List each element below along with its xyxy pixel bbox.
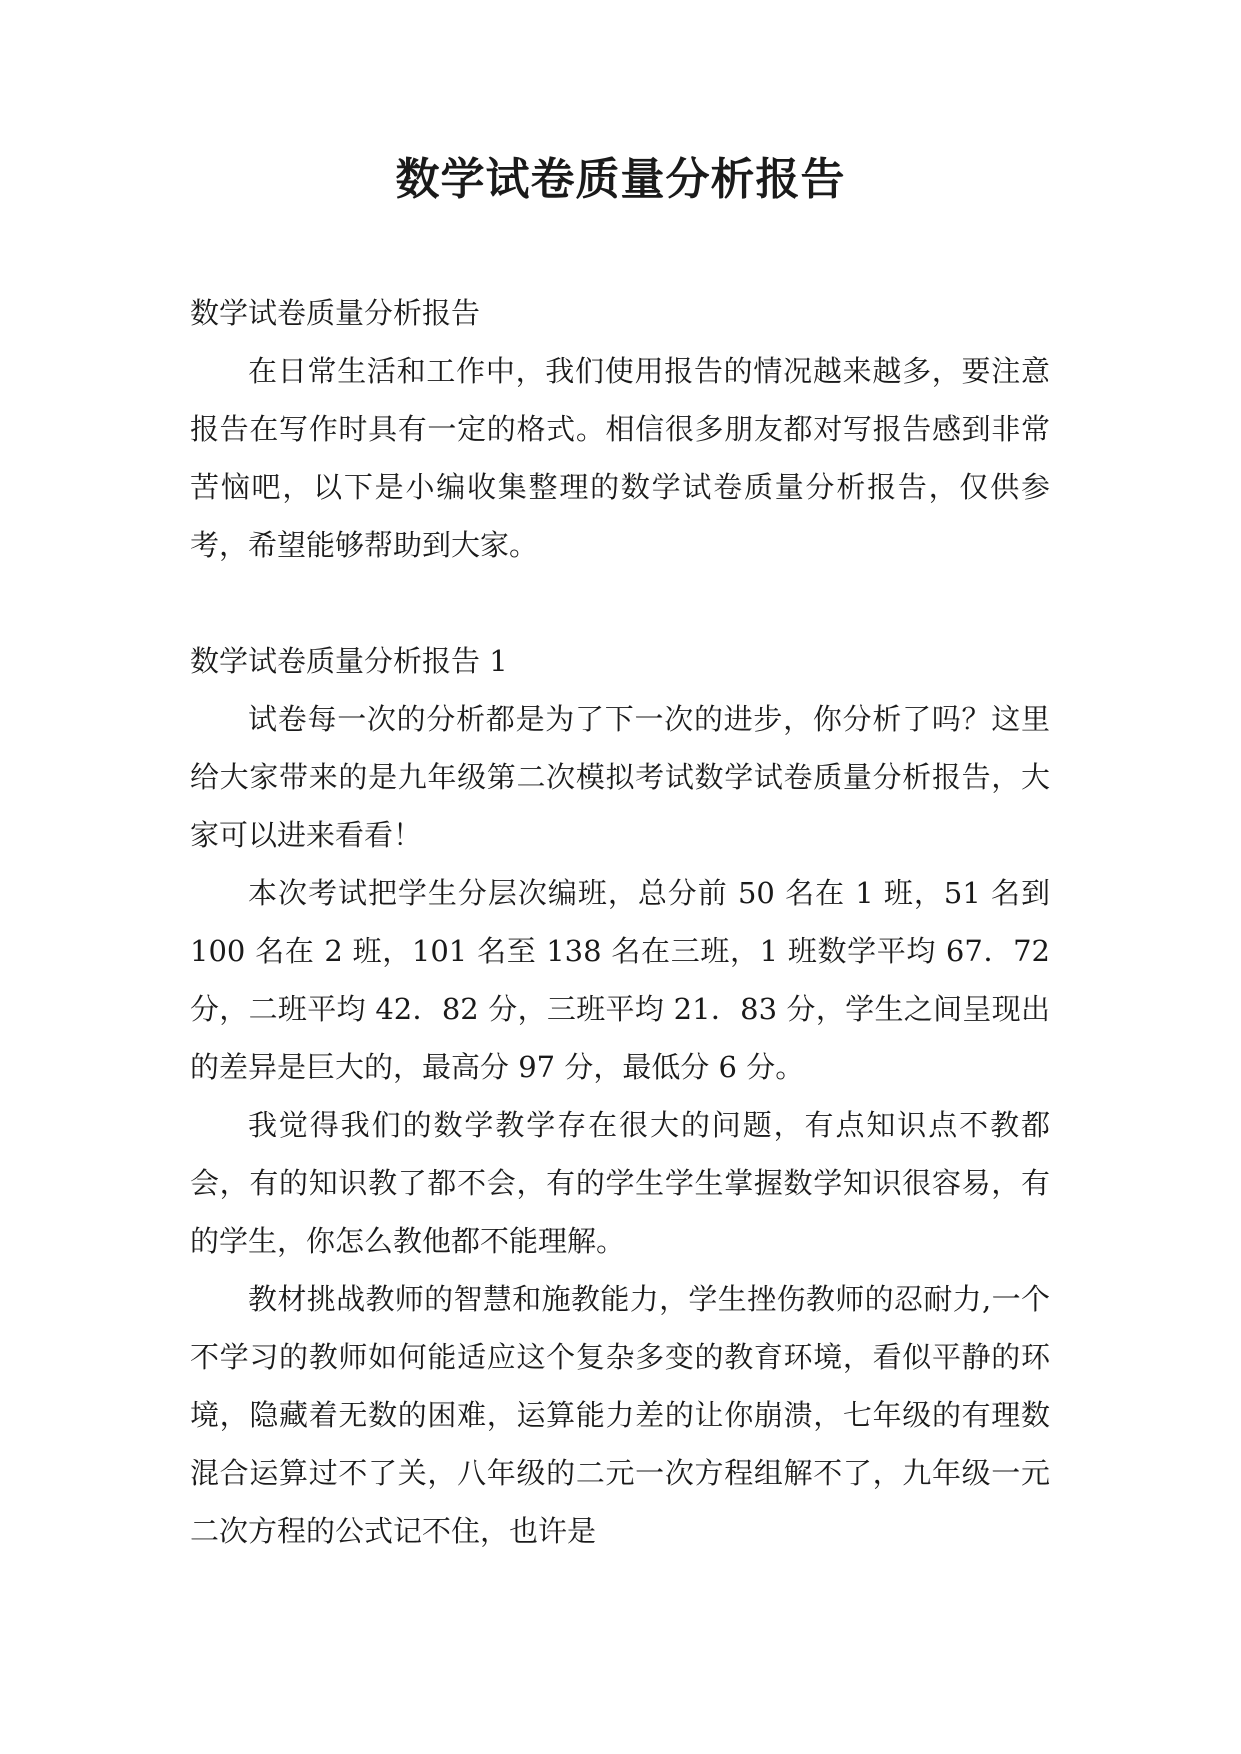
section-spacer bbox=[190, 574, 1050, 632]
intro-heading: 数学试卷质量分析报告 bbox=[190, 296, 481, 330]
section1-heading: 数学试卷质量分析报告 1 bbox=[190, 644, 508, 678]
document-body bbox=[190, 284, 1050, 1560]
section1-paragraph-2: 本次考试把学生分层次编班，总分前 50 名在 1 班，51 名到 100 名在 2 班，101 名至 138 名在三班，1 班数学平均 67．72 分，二班平均 42．82 分，三班平均 21．83 分，学生之间呈现出的差异是巨大的，最高分 97 分，最低分 6 分。 bbox=[190, 876, 1050, 1084]
document-title: 数学试卷质量分析报告 bbox=[395, 154, 846, 205]
section1-paragraph-4: 教材挑战教师的智慧和施教能力，学生挫伤教师的忍耐力,一个不学习的教师如何能适应这个复杂多变的教育环境，看似平静的环境，隐藏着无数的困难，运算能力差的让你崩溃，七年级的有理数混合运算过不了关，八年级的二元一次方程组解不了，九年级一元二次方程的公式记不住，也许是 bbox=[190, 1282, 1050, 1548]
section1-paragraph-1: 试卷每一次的分析都是为了下一次的进步，你分析了吗？这里给大家带来的是九年级第二次模拟考试数学试卷质量分析报告，大家可以进来看看！ bbox=[190, 702, 1050, 852]
section1-paragraph-3: 我觉得我们的数学教学存在很大的问题，有点知识点不教都会，有的知识教了都不会，有的学生学生掌握数学知识很容易，有的学生，你怎么教他都不能理解。 bbox=[190, 1108, 1050, 1258]
intro-paragraph: 在日常生活和工作中，我们使用报告的情况越来越多，要注意报告在写作时具有一定的格式。相信很多朋友都对写报告感到非常苦恼吧，以下是小编收集整理的数学试卷质量分析报告，仅供参考，希望能够帮助到大家。 bbox=[190, 354, 1050, 562]
